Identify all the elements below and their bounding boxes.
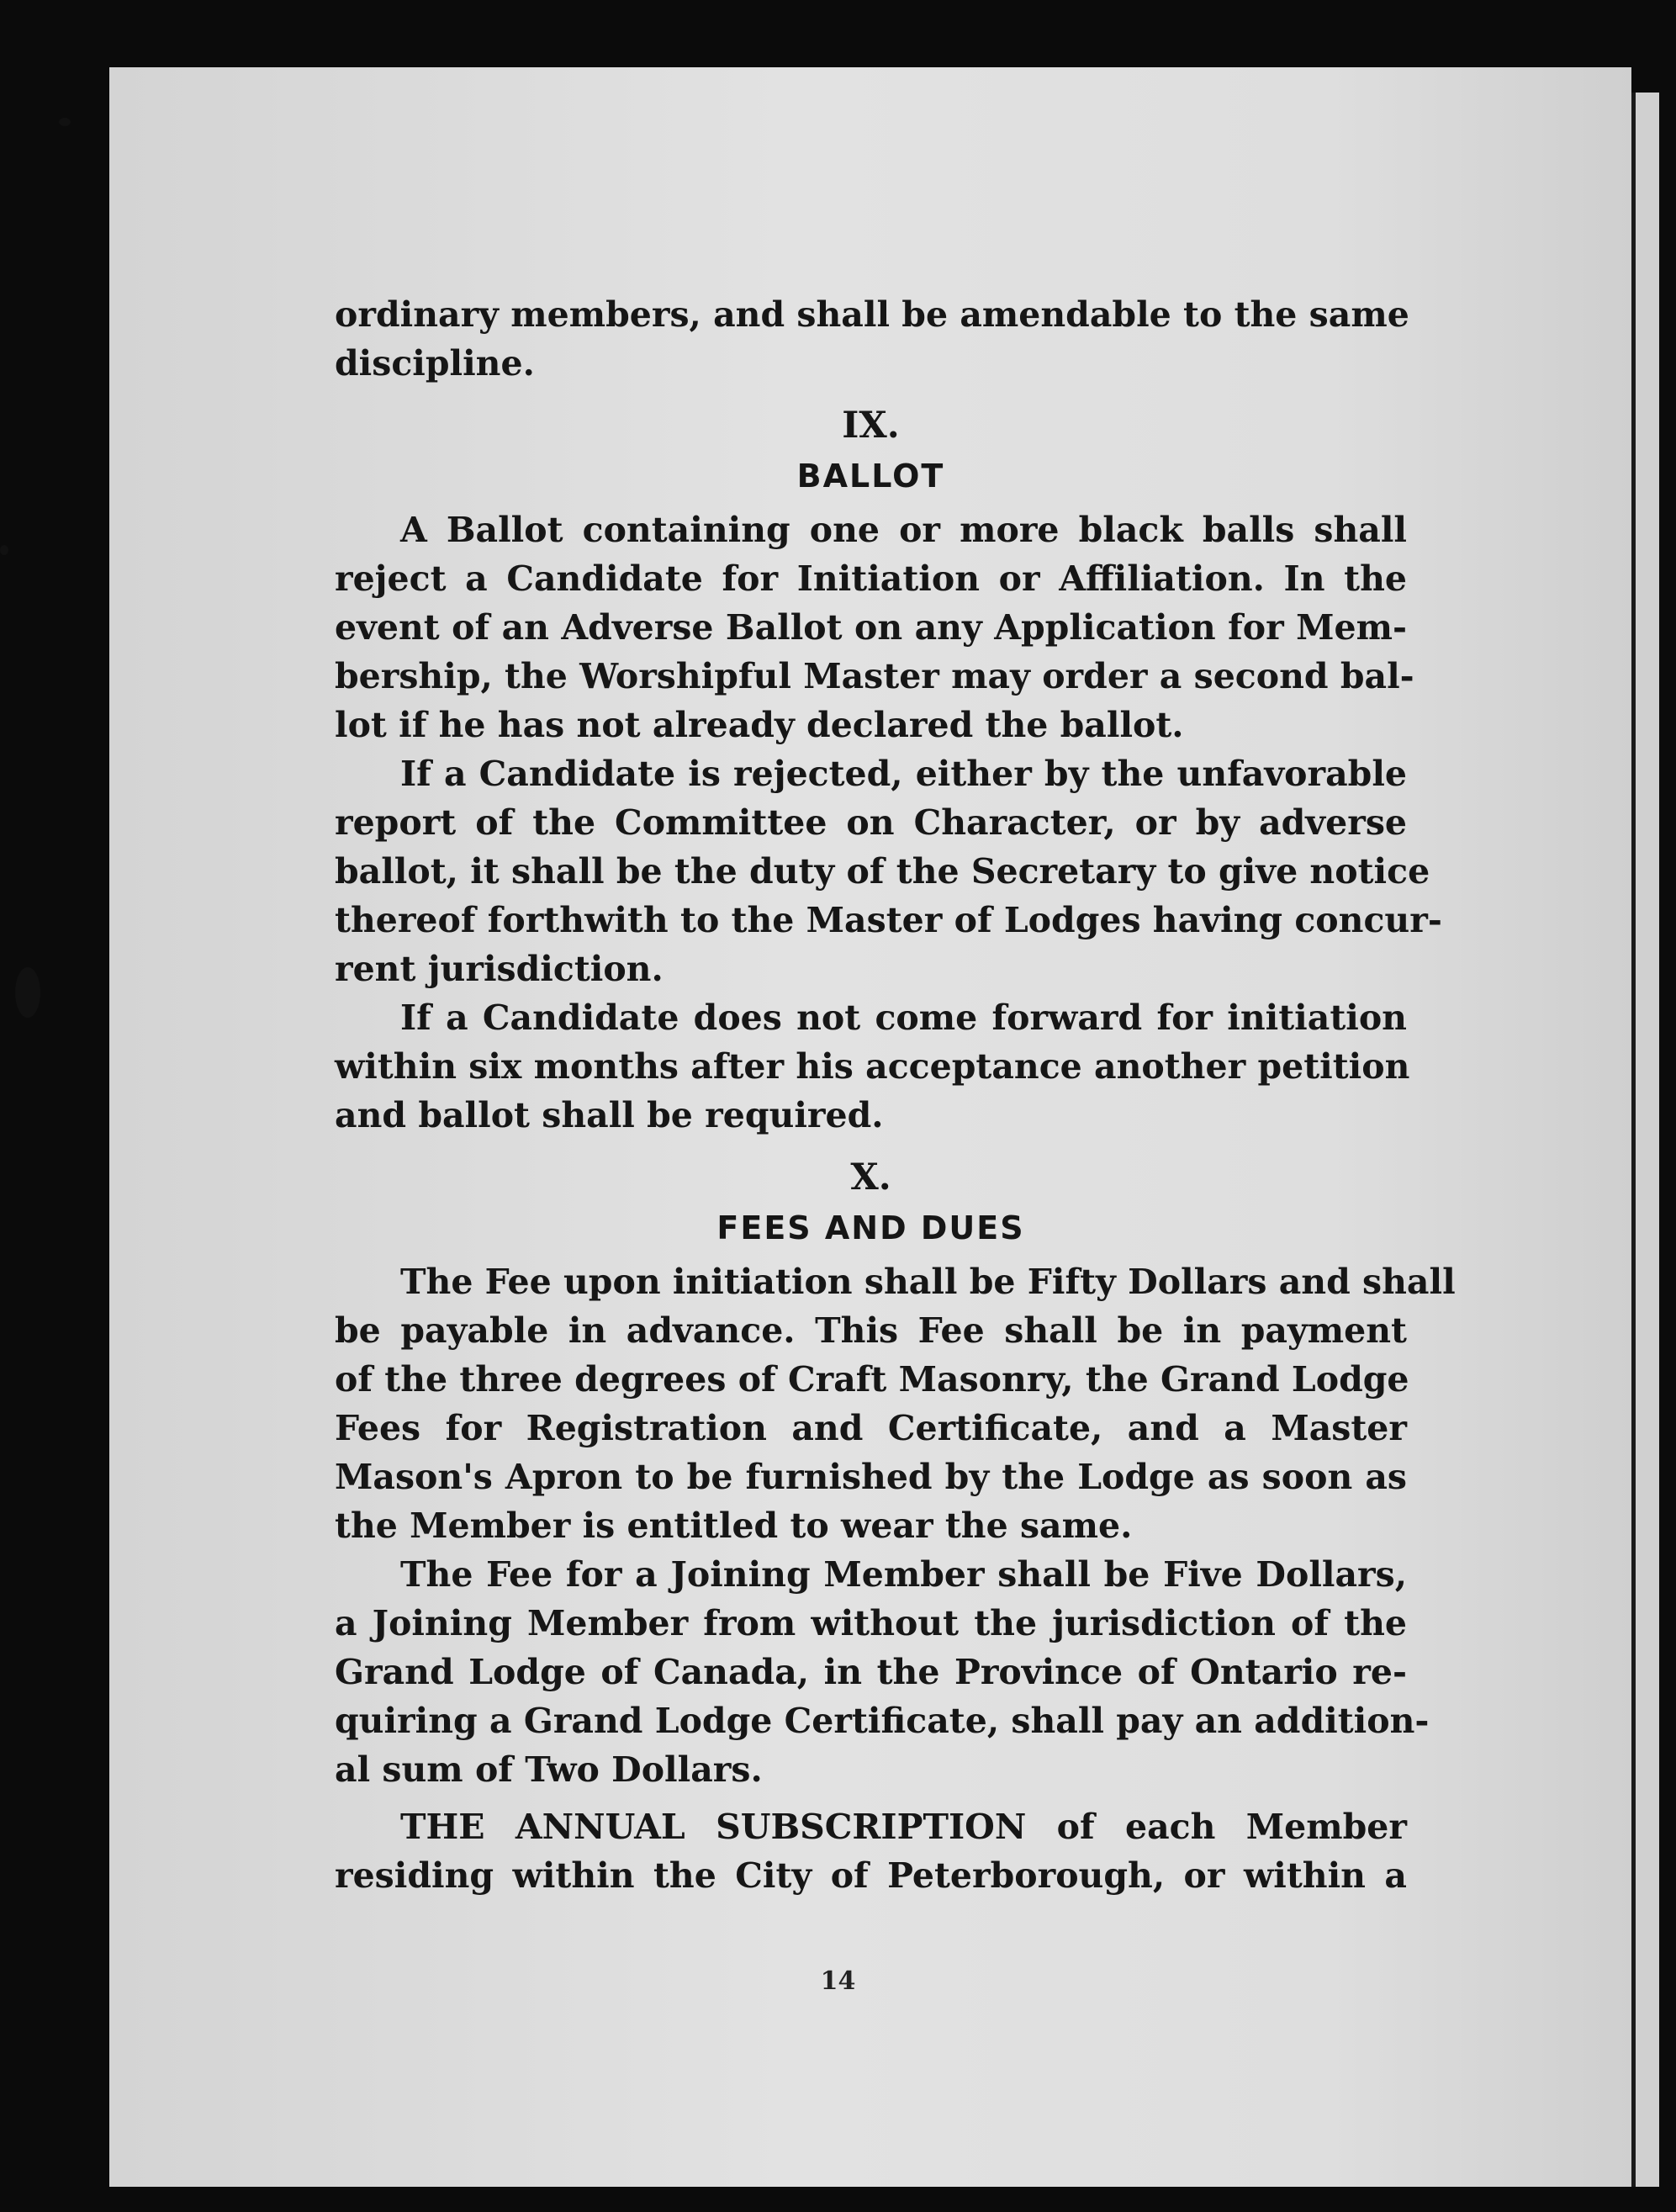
- paragraph: [335, 505, 1414, 749]
- scan-speck: [0, 545, 8, 555]
- paragraph: [335, 1257, 1456, 1550]
- text-line: Mason's Apron to be furnished by the Lodge as soon as: [335, 1457, 1407, 1497]
- text-line: report of the Committee on Character, or by adverse: [335, 802, 1407, 843]
- page-number: 14: [820, 1966, 856, 1996]
- text-line: bership, the Worshipful Master may order a second bal-: [335, 656, 1414, 696]
- text-line: be payable in advance. This Fee shall be in payment: [335, 1310, 1407, 1351]
- text-line: lot if he has not already declared the ballot.: [335, 705, 1184, 745]
- text-line: of the three degrees of Craft Masonry, the Grand Lodge: [335, 1359, 1409, 1400]
- text-line: rent jurisdiction.: [335, 949, 664, 989]
- opening-paragraph: [335, 290, 1407, 388]
- text-line: discipline.: [335, 343, 535, 384]
- paragraph: [335, 993, 1410, 1140]
- book-gutter: [1631, 93, 1659, 2187]
- paragraph: [335, 1550, 1430, 1794]
- text-line: Grand Lodge of Canada, in the Province of Ontario re-: [335, 1652, 1407, 1692]
- text-line: quiring a Grand Lodge Certificate, shall pay an addition-: [335, 1701, 1430, 1741]
- text-line: a Joining Member from without the jurisdiction of the: [335, 1603, 1407, 1643]
- text-line: the Member is entitled to wear the same.: [335, 1506, 1133, 1546]
- text-line: and ballot shall be required.: [335, 1095, 884, 1135]
- paragraph: [335, 749, 1442, 993]
- text-line: ballot, it shall be the duty of the Secretary to give notice: [335, 851, 1430, 892]
- text-line: thereof forthwith to the Master of Lodges having concur-: [335, 900, 1442, 940]
- text-line: If a Candidate does not come forward for initiation: [400, 998, 1407, 1038]
- scan-speck: [59, 118, 71, 126]
- paragraph: [335, 1802, 1407, 1900]
- text-line: reject a Candidate for Initiation or Affiliation. In the: [335, 558, 1407, 599]
- text-line: event of an Adverse Ballot on any Application for Mem-: [335, 607, 1407, 648]
- text-line: within six months after his acceptance another petition: [335, 1046, 1410, 1087]
- text-line: ordinary members, and shall be amendable to the same: [335, 294, 1409, 335]
- text-line: residing within the City of Peterborough, or within a: [335, 1855, 1407, 1896]
- page-text: [335, 290, 1456, 1900]
- section-heading: FEES AND DUES: [716, 1209, 1025, 1246]
- text-line: The Fee for a Joining Member shall be Five Dollars,: [400, 1554, 1407, 1595]
- text-line: al sum of Two Dollars.: [335, 1749, 763, 1790]
- text-line: THE ANNUAL SUBSCRIPTION of each Member: [400, 1807, 1407, 1847]
- scan-speck: [15, 967, 40, 1018]
- text-line: If a Candidate is rejected, either by the unfavorable: [400, 754, 1407, 794]
- section-numeral: IX.: [842, 405, 900, 447]
- text-line: The Fee upon initiation shall be Fifty Dollars and shall: [400, 1262, 1456, 1302]
- text-line: Fees for Registration and Certificate, and a Master: [335, 1408, 1407, 1448]
- section-numeral: X.: [850, 1156, 891, 1199]
- text-line: A Ballot containing one or more black balls shall: [400, 510, 1407, 550]
- section-heading: BALLOT: [796, 458, 945, 495]
